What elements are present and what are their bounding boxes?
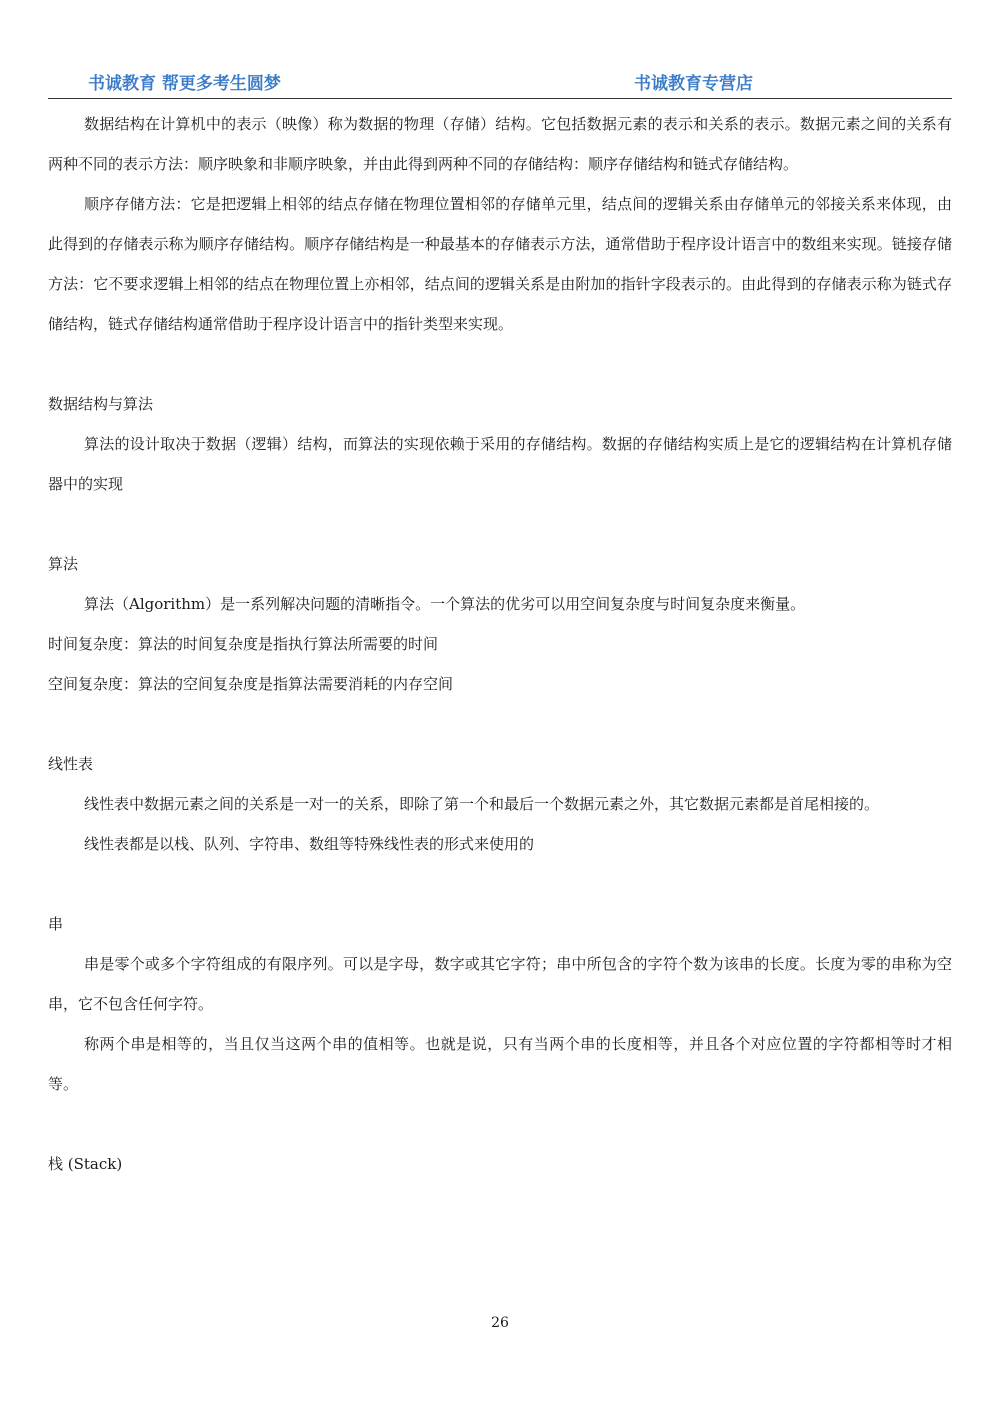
page-number: 26 — [491, 1315, 509, 1331]
space-complexity-line: 空间复杂度：算法的空间复杂度是指算法需要消耗的内存空间 — [48, 675, 454, 693]
heading-ds-algorithm: 数据结构与算法 — [48, 395, 154, 413]
paragraph-linear-list-2: 线性表都是以栈、队列、字符串、数组等特殊线性表的形式来使用的 — [84, 835, 535, 853]
paragraph-string-1: 串是零个或多个字符组成的有限序列。可以是字母，数字或其它字符；串中所包含的字符个数为该串的长度。长度为零的串称为空串，它不包含任何字符。 — [48, 955, 952, 1013]
paragraph-physical-structure: 数据结构在计算机中的表示（映像）称为数据的物理（存储）结构。它包括数据元素的表示和关系的表示。数据元素之间的关系有两种不同的表示方法：顺序映象和非顺序映象，并由此得到两种不同的存储结构：顺序存储结构和链式存储结构。 — [48, 115, 952, 173]
heading-algorithm: 算法 — [48, 555, 79, 573]
time-complexity-line: 时间复杂度：算法的时间复杂度是指执行算法所需要的时间 — [48, 635, 439, 653]
heading-stack: 栈 (Stack) — [48, 1155, 123, 1173]
page-header — [48, 72, 952, 99]
paragraph-linear-list-1: 线性表中数据元素之间的关系是一对一的关系，即除了第一个和最后一个数据元素之外，其它数据元素都是首尾相接的。 — [84, 795, 880, 813]
paragraph-storage-methods: 顺序存储方法：它是把逻辑上相邻的结点存储在物理位置相邻的存储单元里，结点间的逻辑关系由存储单元的邻接关系来体现，由此得到的存储表示称为顺序存储结构。顺序存储结构是一种最基本的存储表示方法，通常借助于程序设计语言中的数组来实现。链接存储方法：它不要求逻辑上相邻的结点在物理位置上亦相邻，结点间的逻辑关系是由附加的指针字段表示的。由此得到的存储表示称为链式存储结构，链式存储结构通常借助于程序设计语言中的指针类型来实现。 — [48, 195, 952, 333]
paragraph-ds-algorithm: 算法的设计取决于数据（逻辑）结构，而算法的实现依赖于采用的存储结构。数据的存储结构实质上是它的逻辑结构在计算机存储器中的实现 — [48, 435, 952, 493]
heading-linear-list: 线性表 — [48, 755, 94, 773]
header-slogan: 书诚教育 帮更多考生圆梦 — [88, 74, 281, 94]
paragraph-algorithm: 算法（Algorithm）是一系列解决问题的清晰指令。一个算法的优劣可以用空间复杂度与时间复杂度来衡量。 — [84, 595, 806, 613]
document-body — [48, 104, 952, 1184]
paragraph-string-2: 称两个串是相等的，当且仅当这两个串的值相等。也就是说，只有当两个串的长度相等，并且各个对应位置的字符都相等时才相等。 — [48, 1035, 952, 1093]
header-store-name: 书诚教育专营店 — [634, 74, 753, 94]
heading-string: 串 — [48, 915, 64, 933]
